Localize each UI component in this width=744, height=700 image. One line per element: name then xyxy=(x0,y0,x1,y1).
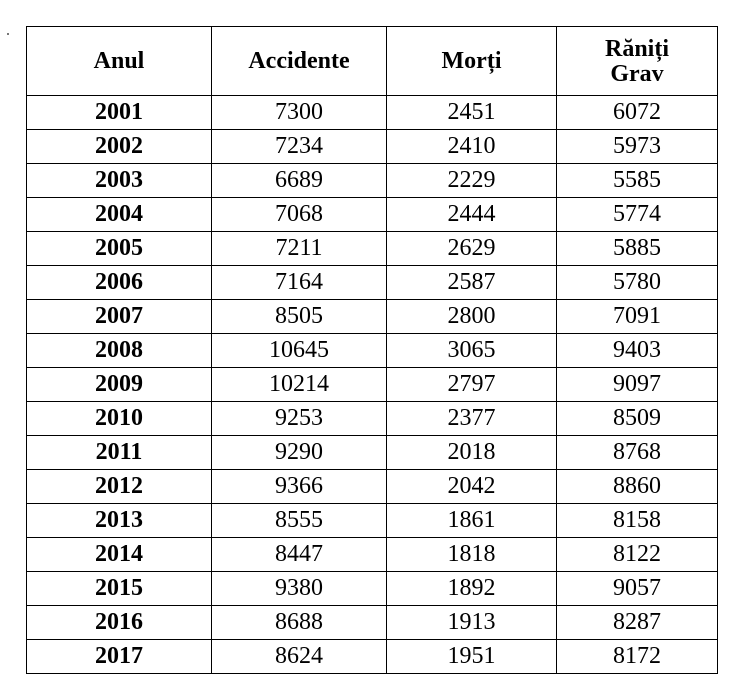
table-row xyxy=(27,334,718,368)
table-row xyxy=(27,164,718,198)
injured-cell: 8158 xyxy=(557,504,718,538)
year-cell: 2002 xyxy=(27,130,212,164)
table-row xyxy=(27,198,718,232)
injured-cell: 8860 xyxy=(557,470,718,504)
deaths-cell: 2229 xyxy=(387,164,557,198)
table-row xyxy=(27,538,718,572)
year-cell: 2017 xyxy=(27,640,212,674)
column-header-injured-label: Răniți Grav xyxy=(604,35,669,87)
accidents-cell: 7211 xyxy=(212,232,387,266)
accidents-cell: 9290 xyxy=(212,436,387,470)
table-row xyxy=(27,368,718,402)
table-row xyxy=(27,96,718,130)
accidents-cell: 7068 xyxy=(212,198,387,232)
injured-cell: 9403 xyxy=(557,334,718,368)
table-row xyxy=(27,436,718,470)
injured-cell: 9097 xyxy=(557,368,718,402)
year-cell: 2016 xyxy=(27,606,212,640)
deaths-cell: 2377 xyxy=(387,402,557,436)
deaths-cell: 2410 xyxy=(387,130,557,164)
stray-dot xyxy=(7,33,9,35)
year-cell: 2004 xyxy=(27,198,212,232)
accidents-cell: 8555 xyxy=(212,504,387,538)
year-cell: 2014 xyxy=(27,538,212,572)
deaths-cell: 2018 xyxy=(387,436,557,470)
header-row xyxy=(27,27,718,96)
year-cell: 2012 xyxy=(27,470,212,504)
deaths-cell: 2629 xyxy=(387,232,557,266)
accidents-cell: 6689 xyxy=(212,164,387,198)
column-header-injured xyxy=(557,27,718,96)
year-cell: 2007 xyxy=(27,300,212,334)
accidents-cell: 8447 xyxy=(212,538,387,572)
year-cell: 2003 xyxy=(27,164,212,198)
deaths-cell: 1951 xyxy=(387,640,557,674)
accidents-cell: 8624 xyxy=(212,640,387,674)
deaths-cell: 1861 xyxy=(387,504,557,538)
accidents-cell: 9380 xyxy=(212,572,387,606)
deaths-cell: 2042 xyxy=(387,470,557,504)
year-cell: 2008 xyxy=(27,334,212,368)
table-row xyxy=(27,402,718,436)
column-header-accidents: Accidente xyxy=(212,27,387,96)
injured-cell: 8122 xyxy=(557,538,718,572)
injured-cell: 8172 xyxy=(557,640,718,674)
injured-cell: 7091 xyxy=(557,300,718,334)
injured-cell: 8768 xyxy=(557,436,718,470)
deaths-cell: 2797 xyxy=(387,368,557,402)
deaths-cell: 2451 xyxy=(387,96,557,130)
injured-cell: 9057 xyxy=(557,572,718,606)
table-header xyxy=(27,27,718,96)
injured-cell: 8287 xyxy=(557,606,718,640)
table-row xyxy=(27,572,718,606)
accidents-cell: 8505 xyxy=(212,300,387,334)
injured-cell: 5774 xyxy=(557,198,718,232)
year-cell: 2001 xyxy=(27,96,212,130)
statistics-table xyxy=(26,26,718,674)
year-cell: 2010 xyxy=(27,402,212,436)
deaths-cell: 1913 xyxy=(387,606,557,640)
table-row xyxy=(27,266,718,300)
deaths-cell: 1818 xyxy=(387,538,557,572)
injured-cell: 6072 xyxy=(557,96,718,130)
accidents-cell: 8688 xyxy=(212,606,387,640)
injured-cell: 8509 xyxy=(557,402,718,436)
table-body xyxy=(27,96,718,674)
accidents-cell: 10645 xyxy=(212,334,387,368)
injured-cell: 5585 xyxy=(557,164,718,198)
year-cell: 2015 xyxy=(27,572,212,606)
table-row xyxy=(27,640,718,674)
accidents-cell: 10214 xyxy=(212,368,387,402)
injured-cell: 5780 xyxy=(557,266,718,300)
year-cell: 2006 xyxy=(27,266,212,300)
year-cell: 2011 xyxy=(27,436,212,470)
column-header-year: Anul xyxy=(27,27,212,96)
accidents-cell: 7234 xyxy=(212,130,387,164)
deaths-cell: 2444 xyxy=(387,198,557,232)
injured-cell: 5973 xyxy=(557,130,718,164)
deaths-cell: 1892 xyxy=(387,572,557,606)
table-row xyxy=(27,470,718,504)
table-row xyxy=(27,232,718,266)
column-header-deaths: Morți xyxy=(387,27,557,96)
table-row xyxy=(27,300,718,334)
table-row xyxy=(27,130,718,164)
table-row xyxy=(27,504,718,538)
accidents-cell: 7300 xyxy=(212,96,387,130)
accidents-cell: 9253 xyxy=(212,402,387,436)
injured-cell: 5885 xyxy=(557,232,718,266)
accidents-cell: 9366 xyxy=(212,470,387,504)
year-cell: 2005 xyxy=(27,232,212,266)
deaths-cell: 3065 xyxy=(387,334,557,368)
accidents-cell: 7164 xyxy=(212,266,387,300)
deaths-cell: 2587 xyxy=(387,266,557,300)
year-cell: 2009 xyxy=(27,368,212,402)
year-cell: 2013 xyxy=(27,504,212,538)
table-row xyxy=(27,606,718,640)
deaths-cell: 2800 xyxy=(387,300,557,334)
